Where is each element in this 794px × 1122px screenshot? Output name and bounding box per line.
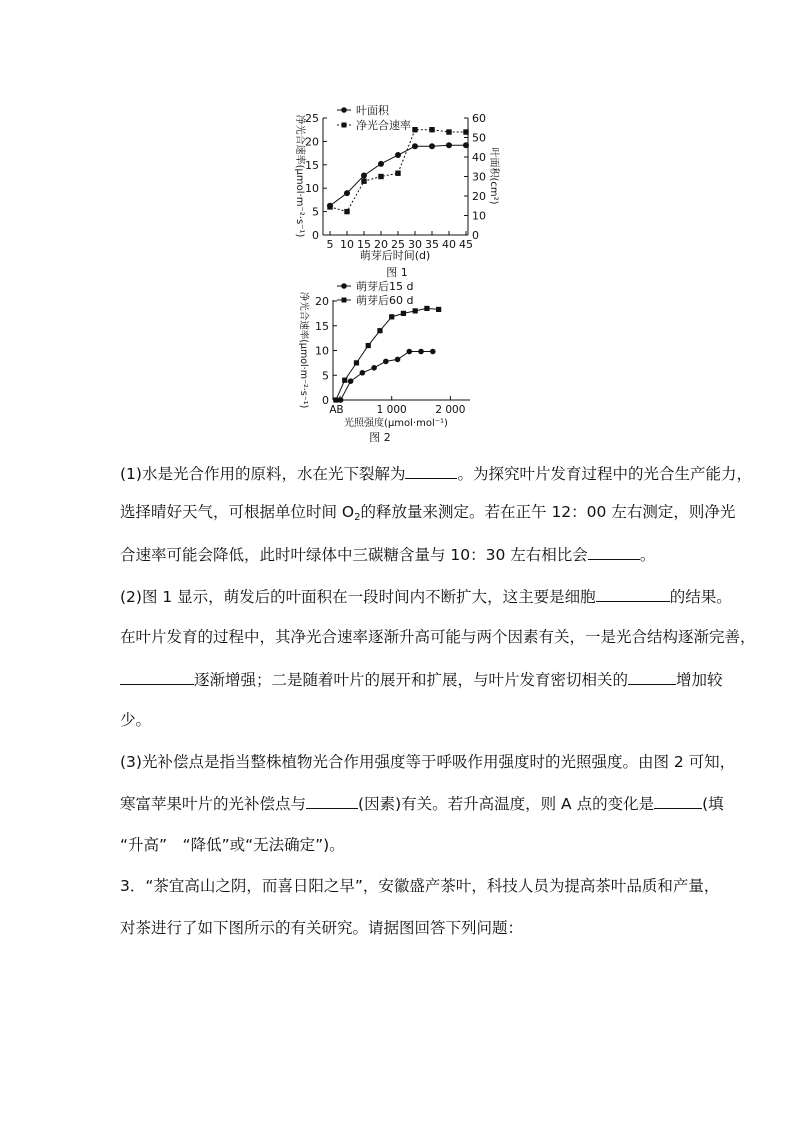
problem-3-line-1: 3．“茶宜高山之阴，而喜日阳之早”，安徽盛产茶叶，科技人员为提高茶叶品质和产量， <box>120 877 720 895</box>
y-tick-label: 10 <box>315 344 329 358</box>
answer-blank-cell-process[interactable] <box>596 586 670 602</box>
data-point-net-rate <box>463 129 468 134</box>
question-2-line-2: 在叶片发育的过程中，其净光合速率逐渐升高可能与两个因素有关，一是光合结构逐渐完善， <box>120 628 756 646</box>
question-2-line-1: (2)图 1 显示，萌发后的叶面积在一段时间内不断扩大，这主要是细胞 的结果。 <box>120 588 732 606</box>
left-tick-label: 15 <box>305 158 319 172</box>
data-point-60d <box>424 306 429 311</box>
x-tick-label: 30 <box>408 238 422 251</box>
data-point-60d <box>436 307 441 312</box>
answer-blank-point-a-change[interactable] <box>654 793 702 809</box>
x-tick-label: 2 000 <box>435 404 466 416</box>
x-tick-label: A <box>329 404 337 416</box>
question-1-line-1: (1)水是光合作用的原料，水在光下裂解为 。为探究叶片发育过程中的光合生产能力， <box>120 465 752 483</box>
left-tick-label: 10 <box>305 182 319 196</box>
legend-marker-square <box>342 123 347 128</box>
figure-2-marks <box>315 295 465 416</box>
right-tick-label: 0 <box>472 229 479 242</box>
left-tick-label: 20 <box>305 135 319 149</box>
data-point-60d <box>366 343 371 348</box>
data-point-15d <box>430 349 436 355</box>
data-point-60d <box>389 314 394 319</box>
data-point-net-rate <box>395 171 400 176</box>
question-2-line-4: 少。 <box>120 711 152 729</box>
legend-label-net-rate: 净光合速率 <box>356 119 411 132</box>
figure-1-right-axis-label: 叶面积(cm²) <box>488 147 499 205</box>
x-tick-label: 25 <box>391 238 405 251</box>
question-1-line-2: 选择晴好天气，可根据单位时间 $O_2$的释放量来测定。若在正午 12：00 左右测定，则净光 <box>120 503 736 523</box>
figure-2-x-axis-label: 光照强度(μmol·mol⁻¹) <box>344 418 448 429</box>
question-2-line-3: 逐渐增强；二是随着叶片的展开和扩展，与叶片发育密切相关的 增加较 <box>120 669 680 690</box>
data-point-15d <box>383 359 389 365</box>
data-point-leaf-area <box>378 161 384 167</box>
right-tick-label: 20 <box>472 190 486 203</box>
right-tick-label: 50 <box>472 131 486 145</box>
figure-2-chart <box>0 280 794 445</box>
answer-blank-related-item[interactable] <box>628 669 676 685</box>
data-point-net-rate <box>361 178 366 183</box>
data-point-net-rate <box>327 204 332 209</box>
data-point-net-rate <box>344 209 349 214</box>
problem-3-line-2: 对茶进行了如下图所示的有关研究。请据图回答下列问题： <box>120 919 524 937</box>
left-tick-label: 0 <box>312 229 319 242</box>
figure-1-legend <box>337 103 411 132</box>
answer-blank-compensation-factor[interactable] <box>306 793 358 809</box>
figure-1-frame <box>323 118 468 235</box>
data-point-15d <box>348 378 354 384</box>
y-tick-label: 15 <box>315 319 329 333</box>
question-3-line-2: 寒富苹果叶片的光补偿点与 (因素)有关。若升高温度，则 A 点的变化是 (填 <box>120 795 724 813</box>
data-point-leaf-area <box>463 142 469 148</box>
data-point-leaf-area <box>361 173 367 179</box>
figure-1-left-axis-label: 净光合速率(μmol·m⁻²·s⁻¹) <box>294 114 305 238</box>
x-tick-label: 10 <box>340 238 354 251</box>
data-point-60d <box>377 328 382 333</box>
data-point-15d <box>418 349 424 355</box>
figure-1-chart <box>0 0 794 290</box>
question-3-line-1: (3)光补偿点是指当整株植物光合作用强度等于呼吸作用强度时的光照强度。由图 2 可知， <box>120 753 736 771</box>
y-tick-label: 20 <box>315 295 329 308</box>
answer-blank-triose-change[interactable] <box>588 544 640 560</box>
x-tick-label: 20 <box>374 238 388 251</box>
legend-marker-circle <box>341 283 347 289</box>
data-point-15d <box>360 370 366 376</box>
data-point-leaf-area <box>429 143 435 149</box>
data-point-net-rate <box>429 127 434 132</box>
right-tick-label: 40 <box>472 151 486 164</box>
data-point-60d <box>342 378 347 383</box>
figure-1-x-axis-label: 萌芽后时间(d) <box>359 249 431 262</box>
data-point-net-rate <box>446 129 451 134</box>
x-tick-label: 1 000 <box>376 404 407 416</box>
legend-label-60d: 萌芽后60 d <box>356 294 414 307</box>
figure-2-caption: 图 2 <box>369 431 391 444</box>
legend-label-leaf-area: 叶面积 <box>356 104 389 117</box>
answer-blank-water-products[interactable] <box>405 463 457 479</box>
data-point-net-rate <box>378 174 383 179</box>
legend-label-15d: 萌芽后15 d <box>356 280 414 293</box>
right-tick-label: 60 <box>472 112 486 125</box>
data-point-leaf-area <box>446 142 452 148</box>
data-point-60d <box>413 308 418 313</box>
figure-2-legend <box>337 280 413 307</box>
right-tick-label: 10 <box>472 209 486 223</box>
answer-blank-enhanced-factor[interactable] <box>120 669 194 685</box>
series-line-60d <box>336 308 439 400</box>
left-tick-label: 25 <box>305 112 319 125</box>
data-point-leaf-area <box>412 143 418 149</box>
left-tick-label: 5 <box>312 205 319 219</box>
data-point-60d <box>333 397 338 402</box>
data-point-60d <box>401 311 406 316</box>
data-point-15d <box>395 357 401 363</box>
question-1-line-3: 合速率可能会降低，此时叶绿体中三碳糖含量与 10：30 左右相比会 。 <box>120 546 656 564</box>
data-point-60d <box>354 360 359 365</box>
x-tick-label: 40 <box>442 238 456 251</box>
y-tick-label: 5 <box>322 369 329 383</box>
x-tick-label: B <box>336 404 344 416</box>
right-tick-label: 30 <box>472 170 486 184</box>
x-tick-label: 15 <box>357 238 371 251</box>
x-tick-label: 35 <box>425 238 439 251</box>
data-point-15d <box>371 365 377 371</box>
data-point-leaf-area <box>344 190 350 196</box>
x-tick-label: 45 <box>459 238 473 251</box>
legend-marker-square <box>342 298 347 303</box>
data-point-net-rate <box>412 127 417 132</box>
question-3-line-3: “升高” “降低”或“无法确定”)。 <box>120 836 345 854</box>
legend-marker-circle <box>341 107 347 113</box>
figure-1-marks <box>305 112 486 251</box>
data-point-15d <box>407 349 413 355</box>
figure-1-caption: 图 1 <box>386 266 408 279</box>
figure-2-y-axis-label: 净光合速率(μmol·m⁻²·s⁻¹) <box>298 291 309 409</box>
data-point-15d <box>338 397 344 403</box>
data-point-leaf-area <box>395 152 401 158</box>
y-tick-label: 0 <box>322 394 329 407</box>
x-tick-label: 5 <box>326 238 334 251</box>
